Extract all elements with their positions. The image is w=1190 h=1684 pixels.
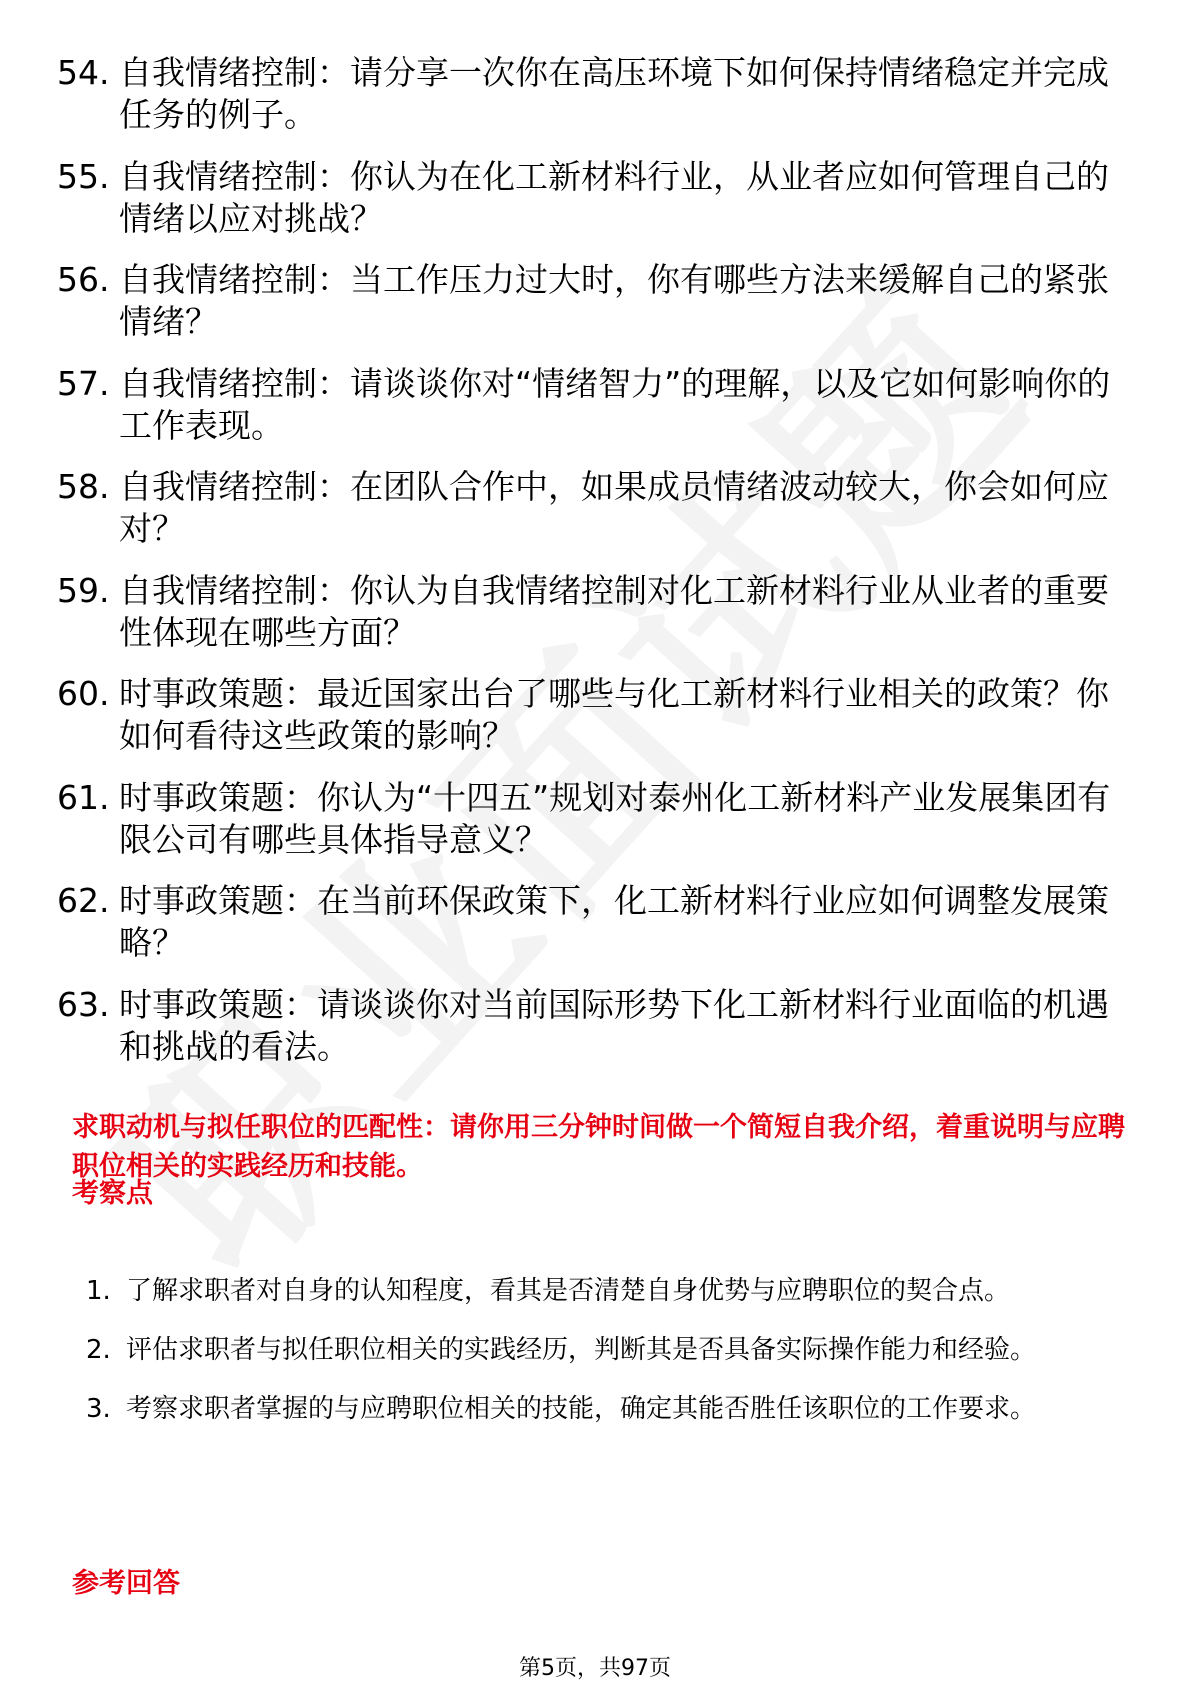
point-item: [86, 1321, 1096, 1380]
point-text: 评估求职者与拟任职位相关的实践经历，判断其是否具备实际操作能力和经验。: [126, 1335, 1037, 1365]
question-item: [57, 673, 1117, 757]
point-number: 2.: [86, 1335, 111, 1365]
question-number: 55.: [57, 156, 110, 196]
page-footer: 第5页，共97页: [519, 1656, 671, 1681]
question-text: 自我情绪控制：请谈谈你对“情绪智力”的理解，以及它如何影响你的工作表现。: [119, 363, 1111, 445]
points-list: [86, 1262, 1096, 1439]
answer-label: 参考回答: [72, 1568, 180, 1599]
question-item: [57, 880, 1117, 964]
question-text: 自我情绪控制：请分享一次你在高压环境下如何保持情绪稳定并完成任务的例子。: [119, 53, 1109, 134]
question-number: 60.: [57, 674, 110, 713]
question-text: 时事政策题：在当前环保政策下，化工新材料行业应如何调整发展策略？: [119, 881, 1109, 962]
question-list: [57, 52, 1117, 1087]
section-heading: 求职动机与拟任职位的匹配性：请你用三分钟时间做一个简短自我介绍，着重说明与应聘职位相关的实践经历和技能。: [72, 1112, 1125, 1182]
question-text: 时事政策题：最近国家出台了哪些与化工新材料行业相关的政策？你如何看待这些政策的影响？: [119, 674, 1109, 755]
points-label: 考察点: [72, 1178, 153, 1209]
question-number: 58.: [57, 467, 110, 506]
question-item: [57, 52, 1117, 136]
question-number: 59.: [57, 570, 110, 610]
question-text: 自我情绪控制：在团队合作中，如果成员情绪波动较大，你会如何应对？: [119, 467, 1109, 548]
question-item: [57, 156, 1117, 240]
point-number: 3.: [86, 1394, 111, 1424]
question-number: 57.: [57, 363, 110, 403]
question-number: 62.: [57, 881, 110, 920]
question-number: 63.: [57, 984, 110, 1024]
question-text: 时事政策题：你认为“十四五”规划对泰州化工新材料产业发展集团有限公司有哪些具体指导意义？: [119, 777, 1111, 859]
question-item: [57, 259, 1117, 343]
question-item: [57, 984, 1117, 1068]
point-number: 1.: [86, 1276, 111, 1306]
question-text: 时事政策题：请谈谈你对当前国际形势下化工新材料行业面临的机遇和挑战的看法。: [119, 984, 1109, 1066]
question-number: 54.: [57, 53, 110, 92]
question-number: 56.: [57, 260, 110, 299]
question-item: [57, 777, 1117, 861]
question-number: 61.: [57, 777, 110, 817]
question-item: [57, 466, 1117, 550]
point-text: 了解求职者对自身的认知程度，看其是否清楚自身优势与应聘职位的契合点。: [126, 1276, 1011, 1306]
point-text: 考察求职者掌握的与应聘职位相关的技能，确定其能否胜任该职位的工作要求。: [126, 1394, 1037, 1424]
question-text: 自我情绪控制：当工作压力过大时，你有哪些方法来缓解自己的紧张情绪？: [119, 260, 1109, 341]
point-item: [86, 1262, 1096, 1321]
question-item: [57, 570, 1117, 654]
question-text: 自我情绪控制：你认为自我情绪控制对化工新材料行业从业者的重要性体现在哪些方面？: [119, 570, 1109, 652]
point-item: [86, 1380, 1096, 1439]
question-text: 自我情绪控制：你认为在化工新材料行业，从业者应如何管理自己的情绪以应对挑战？: [119, 156, 1109, 238]
question-item: [57, 363, 1117, 447]
